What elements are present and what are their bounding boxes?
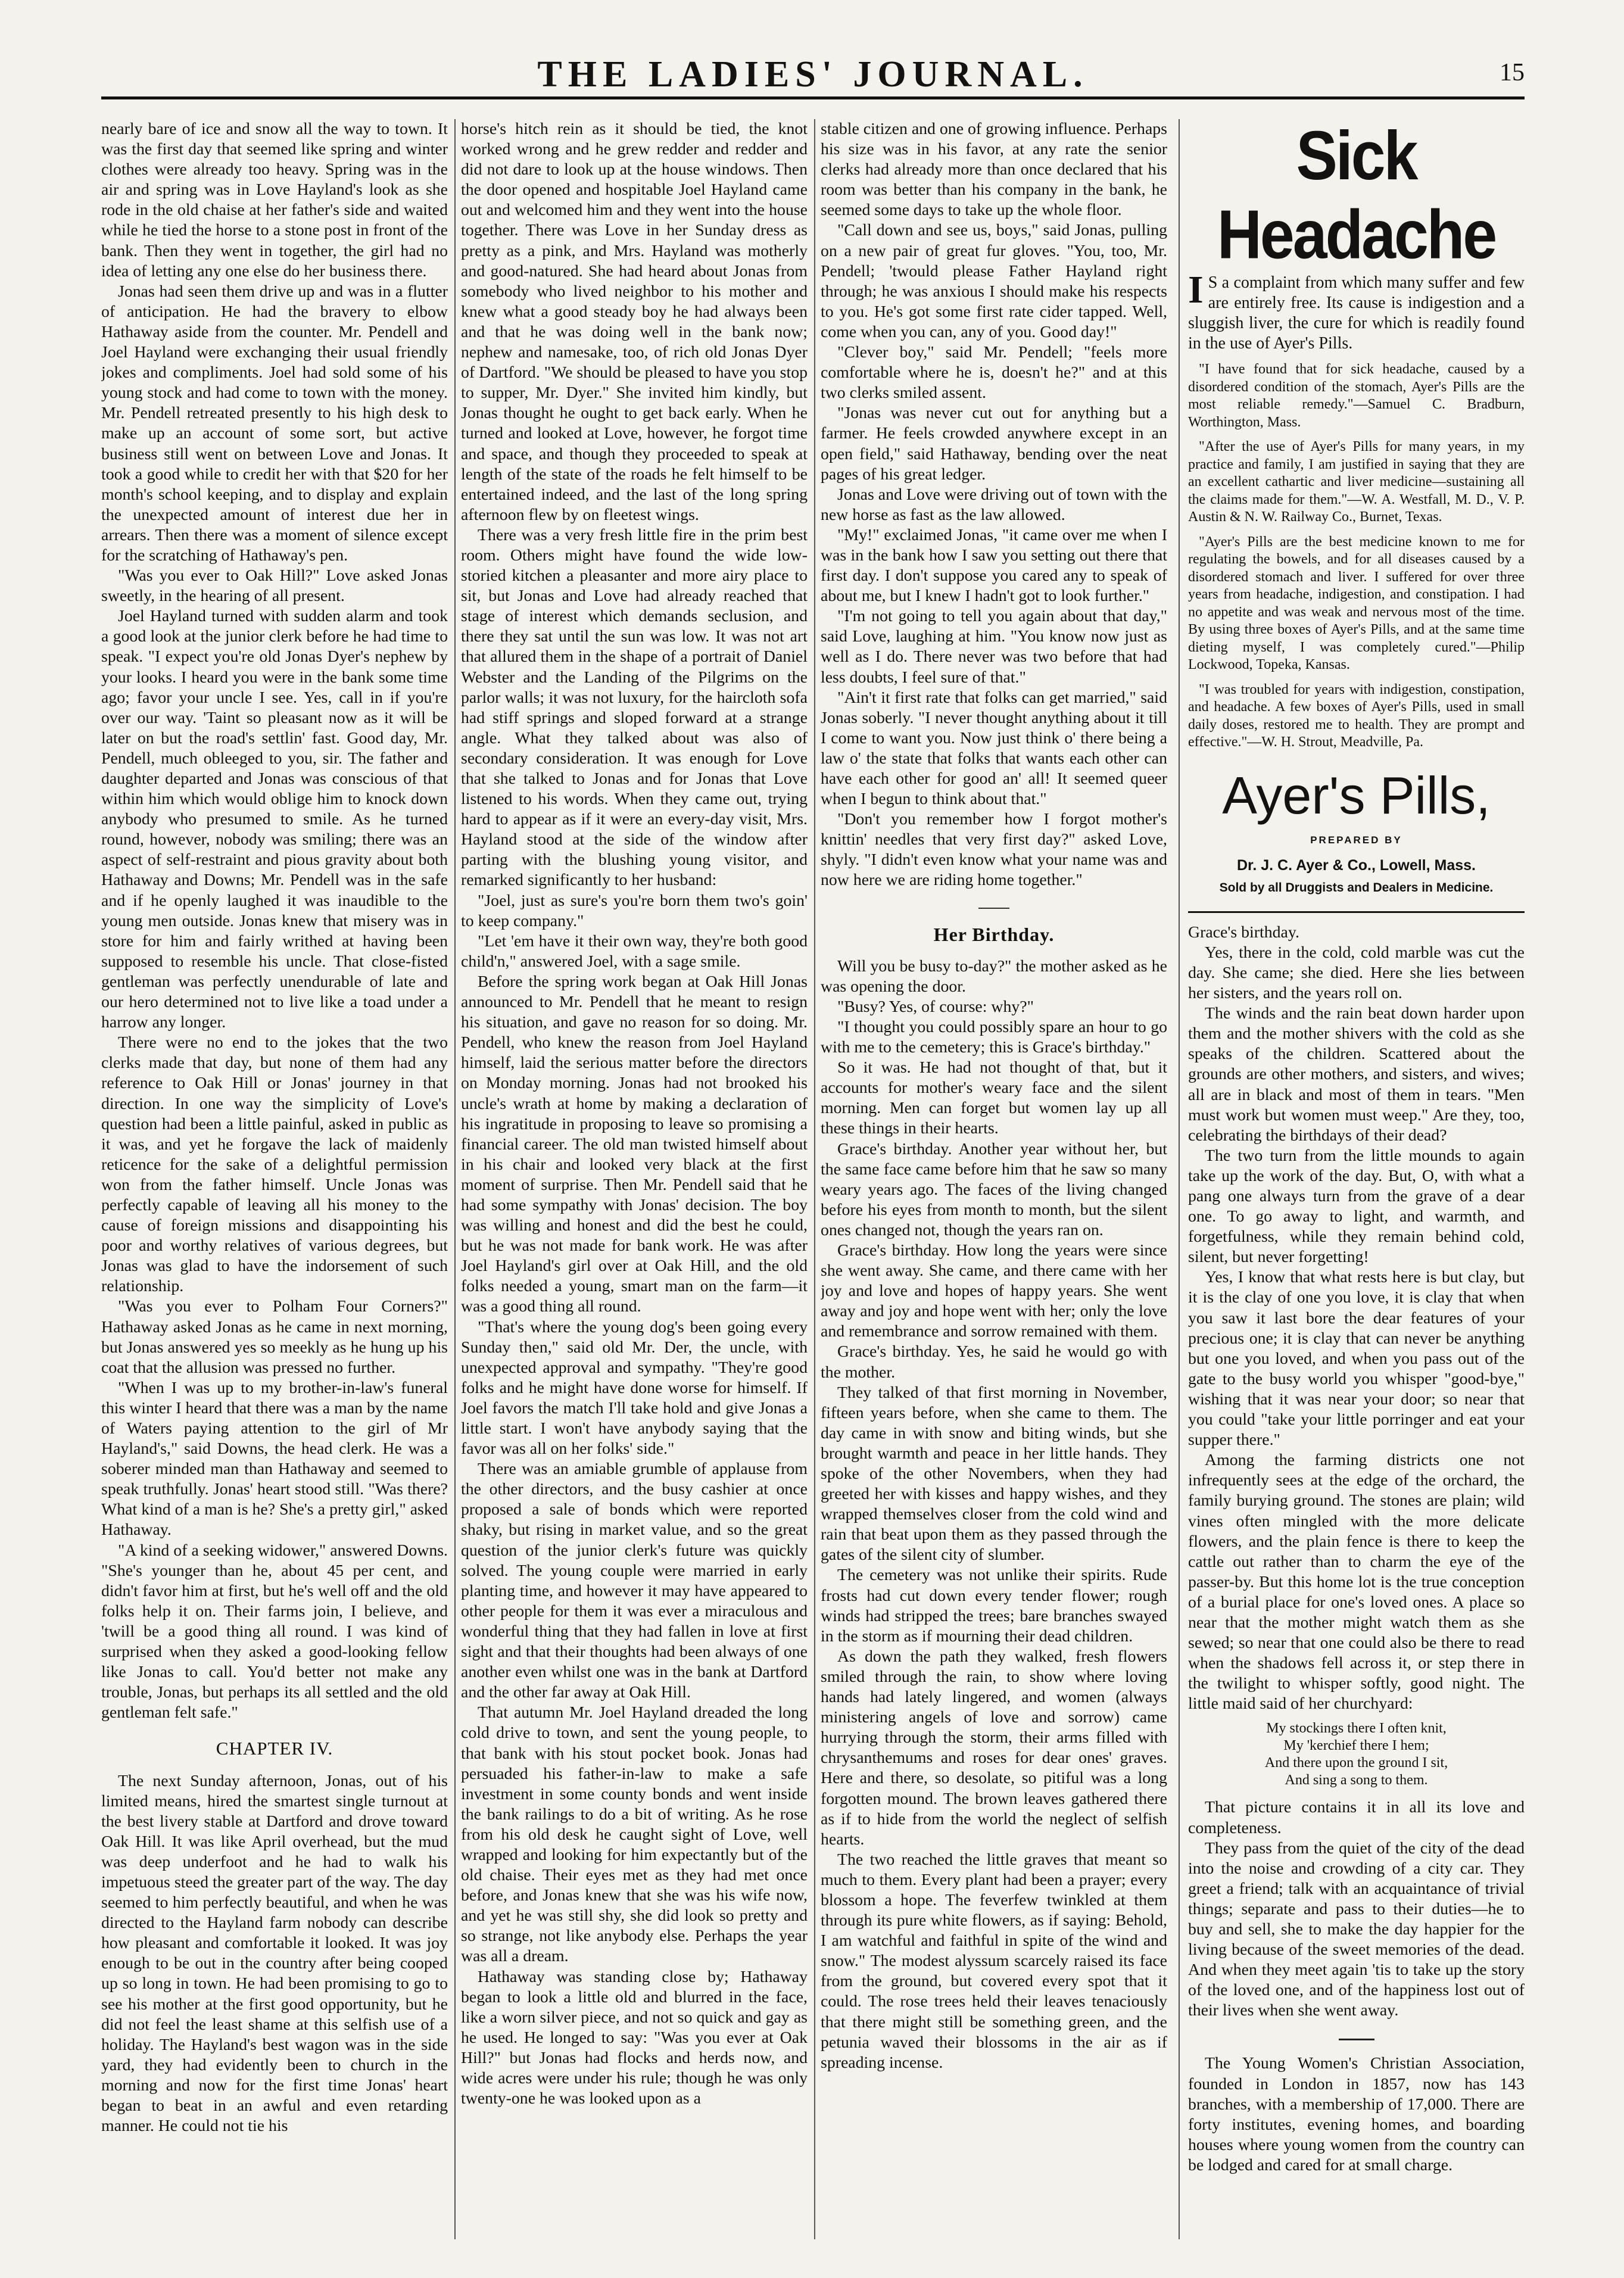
ad-testimonial: "Ayer's Pills are the best medicine known to me for regulating the bowels, and for all diseases caused by a disordered stomach and liver. I suffered for over three years from headache, indigestion, and constipation. I had no appetite and was weak and nervous most of the time. By using three boxes of Ayer's Pills, and at the same time dieting myself, I was completely cured."—Philip Lockwood, Topeka, Kansas.: [1188, 534, 1525, 672]
poem-line: And there upon the ground I sit,: [1264, 1755, 1448, 1771]
paragraph: "When I was up to my brother-in-law's funeral this winter I heard that there was a man by the name of Waters paying attention to the girl of Mr Hayland's," said Downs, the head clerk. He was a soberer minded man than Hathaway and seemed to speak truthfully. Jonas' heart stood still. "Was there? What kind of a man is he? She's a pretty girl," asked Hathaway.: [101, 1378, 448, 1540]
column-rule: [454, 119, 456, 2239]
paragraph: Yes, there in the cold, cold marble was cut the day. She came; she died. Here she lies between her sisters, and the years roll on.: [1188, 943, 1525, 1003]
ad-product-name: Ayer's Pills,: [1222, 765, 1491, 825]
paragraph: The cemetery was not unlike their spirits. Rude frosts had cut down every tender flower; rough winds had stripped the trees; bare branches swayed in the storm as if mourning their dead children.: [821, 1566, 1167, 1646]
paragraph: They talked of that first morning in November, fifteen years before, when she came to them. The day came in with snow and biting winds, but she brought warmth and peace in her little hands. They spoke of the other Novembers, when they had greeted her with kisses and happy wishes, and they wrapped themselves closer from the cold wind and rain that beat upon them as they passed through the gates of the silent city of slumber.: [821, 1383, 1167, 1565]
advertisement: [1188, 119, 1525, 913]
ad-testimonial: "I have found that for sick headache, caused by a disordered condition of the stomach, Ayer's Pills are the most reliable remedy."—Samuel C. Bradburn, Worthington, Mass.: [1188, 362, 1525, 430]
paragraph: Before the spring work began at Oak Hill Jonas announced to Mr. Pendell that he meant to resign his situation, and gave no reason for so doing. Mr. Pendell, who knew the reason from Joel Hayland himself, laid the serious matter before the directors on Monday morning. Jonas had not brooked his uncle's wrath at home by making a declaration of his ingratitude in proposing to leave so promising a financial career. The old man twisted himself about in his chair and looked very black at the first moment of surprise. Then Mr. Pendell said that he had some sympathy with Jonas' decision. The boy was willing and honest and did the best he could, but he was not made for bank work. He was after Joel Hayland's girl over at Oak Hill, and the old folks needed a young, smart man on the farm—it was a good thing all round.: [461, 972, 808, 1316]
poem: [1188, 1720, 1525, 1789]
paragraph: "Ain't it first rate that folks can get married," said Jonas soberly. "I never thought anything about it till I come to want you. Now just think o' there being a law o' the state that folks that wants each other can have each other for good an' all! It seemed queer when I begun to think about that.": [821, 688, 1167, 809]
ad-sold-by: Sold by all Druggists and Dealers in Medicine.: [1219, 880, 1494, 895]
section-divider: [978, 908, 1009, 909]
page-number: 15: [1500, 59, 1525, 86]
paragraph: The two reached the little graves that meant so much to them. Every plant had been a prayer; every blossom a hope. The feverfew twinkled at them through its pure white flowers, as if saying: Behold, I am watchful and faithful in spite of the wind and snow." The modest alyssum scarcely raised its face from the ground, but covered every spot that it could. The rose trees held their leaves tenaciously that there might still be something green, and the petunia waved their blossoms in the air as if spreading incense.: [821, 1850, 1167, 2072]
paragraph: "A kind of a seeking widower," answered Downs. "She's younger than he, about 45 per cent, and didn't favor him at first, but he's well off and the old folks help it on. Their farms join, I believe, and 'twill be a good thing all round. I was kind of surprised when they asked a good-looking fellow like Jonas to call. You'd better not make any trouble, Jonas, but perhaps its all settled and the old gentleman felt safe.": [101, 1541, 448, 1722]
story-title: Her Birthday.: [933, 923, 1055, 945]
paragraph: There were no end to the jokes that the two clerks made that day, but none of them had any reference to Oak Hill or Jonas' journey in that direction. In one way the simplicity of Love's question had been a little painful, asked in public as it was, and yet he forgave the lack of maidenly reticence for the sake of a delightful permission won from the father himself. Uncle Jonas was perfectly capable of leaving all his money to the cause of foreign missions and disappointing his poor and worthy relatives of various degrees, but Jonas was glad to have the indorsement of such relationship.: [101, 1033, 448, 1296]
ad-headline: Sick Headache: [1217, 119, 1496, 274]
column-rule: [814, 119, 815, 2239]
section-divider: [1339, 2039, 1374, 2040]
paragraph: Grace's birthday. How long the years were since she went away. She came, and there came with her joy and love and hopes of happy years. She went away and joy and hope went with her; only the love and remembrance and sorrow remained with them.: [821, 1241, 1167, 1341]
paragraph: That autumn Mr. Joel Hayland dreaded the long cold drive to town, and sent the young people, to that bank with his stout pocket book. Jonas had persuaded his father-in-law to make a safe investment in some county bonds and went inside the bank railings to do a bit of writing. As he rose from his old desk he caught sight of Love, well wrapped and looking for him expectantly but of the old chaise. Their eyes met as they had met once before, and Jonas knew that she was his wife now, and yet he was still shy, she did look so pretty and so strange, not like anybody else. Perhaps the year was all a dream.: [461, 1703, 808, 1966]
paragraph: There was a very fresh little fire in the prim best room. Others might have found the wide low-storied kitchen a pleasanter and more airy place to sit, but Jonas and Love had already reached that stage of interest which demands seclusion, and there they sat until the sun was low. It was not art that allured them in the shape of a portrait of Daniel Webster and the Landing of the Pilgrims on the parlor walls; it was not luxury, for the haircloth sofa had stiff springs and sloped forward at a strange angle. What they talked about was also of secondary consideration. It was enough for Love that she talked to Jonas and for Jonas that Love listened to his words. When they came out, trying hard to appear as if it were an every-day visit, Mrs. Hayland stood at the side of the window after parting with the blushing young visitor, and remarked significantly to her husband:: [461, 525, 808, 890]
poem-line: My stockings there I often knit,: [1266, 1721, 1447, 1737]
paragraph: stable citizen and one of growing influence. Perhaps his size was in his favor, at any rate the senior clerks had already more than once declared that his room was better than his company in the bank, he seemed some days to take up the whole floor.: [821, 120, 1167, 220]
paragraph: Among the farming districts one not infrequently sees at the edge of the orchard, the family burying ground. The stones are plain; wild vines often mingled with the more delicate flowers, and the plain fence is there to keep the cattle out rather than to charm the eye of the passer-by. But this home lot is the true conception of a burial place for one's loved ones. A place so near that the mother might watch them as she sewed; so near that one could also be there to read when the shadows fell across it, or step there in the twilight to whisper softly, good night. The little maid said of her churchyard:: [1188, 1451, 1525, 1713]
ad-lead-text: S a complaint from which many suffer and few are entirely free. Its cause is indigestion and a sluggish liver, the cure for which is readily found in the use of Ayer's Pills.: [1188, 273, 1525, 353]
paragraph: The winds and the rain beat down harder upon them and the mother shivers with the cold as she speaks of the children. Scattered about the grounds are other mothers, and sisters, and wives; all are in black and most of them in tears. "Men must work but women must weep." Are they, too, celebrating the birthdays of their dead?: [1188, 1004, 1525, 1145]
paragraph: nearly bare of ice and snow all the way to town. It was the first day that seemed like spring and winter clothes were already too heavy. Spring was in the air and spring was in Love Hayland's look as she rode in the old chaise at her father's side and waited while he tied the horse to a stone post in front of the bank. Then they went in together, the girl had no idea of letting any one else do her business there.: [101, 120, 448, 281]
paragraph: Grace's birthday. Yes, he said he would go with the mother.: [821, 1342, 1167, 1382]
ad-prepared-by: PREPARED BY: [1310, 834, 1402, 846]
ad-testimonial: "After the use of Ayer's Pills for many years, in my practice and family, I am justified in saying that they are an excellent cathartic and liver medicine—sustaining all the claims made for them."—W. A. Westfall, M. D., V. P. Austin & N. W. Railway Co., Burnet, Texas.: [1188, 439, 1525, 525]
paragraph: "Joel, just as sure's you're born them two's goin' to keep company.": [461, 891, 808, 930]
paragraph: "Busy? Yes, of course: why?": [837, 997, 1034, 1016]
paragraph: "Let 'em have it their own way, they're both good child'n," answered Joel, with a sage smile.: [461, 931, 808, 971]
paragraph: "That's where the young dog's been going every Sunday then," said old Mr. Der, the uncle, with unexpected approval and sympathy. "They're good folks and he might have done worse for himself. If Joel favors the match I'll take hold and give Jonas a little start. I won't have anybody saying that the favor was all on her folks' side.": [461, 1317, 808, 1459]
paragraph: They pass from the quiet of the city of the dead into the noise and crowding of a city car. They greet a friend; talk with an acquaintance of trivial things; separate and pass to their duties—he to buy and sell, she to make the day happier for the living because of the sweet memories of the dead. And when they meet again 'tis to take up the story of the loved one, and of the happiness lost out of their lives when she went away.: [1188, 1838, 1525, 2020]
column-4: [1188, 119, 1525, 2239]
column-2: [461, 119, 808, 2239]
paragraph: Joel Hayland turned with sudden alarm and took a good look at the junior clerk before he had time to speak. "I expect you're old Jonas Dyer's nephew by your looks. I heard you were in the bank some time ago; favor your uncle I see. Yes, call in if you're over our way. 'Taint so pleasant now as it will be later on but the road's settlin' fast. Good day, Mr. Pendell, much obleeged to you, sir. The father and daughter departed and Jonas was conscious of that within him which would oblige him to knock down anybody who presumed to smile. As he turned round, however, nobody was smiling; there was an aspect of self-restraint and pious gravity about both Hathaway and Downs; Mr. Pendell was in the safe and if he openly laughed it was inaudible to the young men outside. Jonas knew that misery was in store for him and fairly writhed at having been supposed to resemble his uncle. That close-fisted gentleman was perfectly unendurable of late and our hero determined not to live like a toad under a harrow any longer.: [101, 607, 448, 1032]
paragraph: "Jonas was never cut out for anything but a farmer. He feels crowded anywhere except in an open field," said Hathaway, bending over the neat pages of his great ledger.: [821, 404, 1167, 484]
paragraph: The Young Women's Christian Association, founded in London in 1857, now has 143 branches, with a membership of 17,000. There are forty institutes, evening homes, and boarding houses where young women from the country can be lodged and cared for at small charge.: [1188, 2054, 1525, 2174]
column-rule: [1179, 119, 1180, 2239]
paragraph: Jonas had seen them drive up and was in a flutter of anticipation. He had the bravery to elbow Hathaway aside from the counter. Mr. Pendell and Joel Hayland were exchanging their usual friendly jokes and compliments. Joel had sold some of his young stock and had come to town with the money. Mr. Pendell retreated presently to his high desk to make up an account of some sort, but active business still went on between Love and Jonas. It took a good while to credit her with that $20 for her month's school keeping, and to display and explain the unexpected amount of interest due her in arrears. Then there was a moment of silence except for the scratching of Hathaway's pen.: [101, 282, 448, 565]
drop-cap: I: [1188, 268, 1204, 311]
paragraph: "Was you ever to Oak Hill?" Love asked Jonas sweetly, in the hearing of all present.: [101, 566, 448, 606]
ad-testimonial: "I was troubled for years with indigestion, constipation, and headache. A few boxes of Ayer's Pills, used in small daily doses, restored me to health. They are prompt and effective."—W. H. Strout, Meadville, Pa.: [1188, 681, 1525, 750]
paragraph: So it was. He had not thought of that, but it accounts for mother's weary face and the silent morning. Men can forget but women lay up all these things in their hearts.: [821, 1058, 1167, 1138]
paragraph: "Don't you remember how I forgot mother's knittin' needles that very first day?" asked Love, shyly. "I didn't even know what your name was and now here we are riding home together.": [821, 810, 1167, 890]
paragraph: "Call down and see us, boys," said Jonas, pulling on a new pair of great fur gloves. "You, too, Mr. Pendell; 'twould please Father Hayland right through; he was anxious I should make his respects to you. He's got some first rate cider tapped. Well, come when you can, any of you. Good day!": [821, 221, 1167, 341]
masthead: [101, 52, 1525, 99]
chapter-heading: CHAPTER IV.: [216, 1738, 333, 1759]
paragraph: There was an amiable grumble of applause from the other directors, and the busy cashier at once proposed a sale of bonds which were reported shaky, but rising in market value, and so the great question of the junior clerk's future was quickly solved. The young couple were married in early planting time, and however it may have appeared to other people for them it was ever a miraculous and wonderful thing that they had fallen in love at first sight and that their thoughts had been always of one another even whilst one was in the bank at Dartford and the other far away at Oak Hill.: [461, 1460, 808, 1702]
ad-manufacturer: Dr. J. C. Ayer & Co., Lowell, Mass.: [1236, 856, 1476, 874]
masthead-title: THE LADIES' JOURNAL.: [537, 54, 1089, 95]
paragraph: Grace's birthday.: [1188, 923, 1299, 942]
poem-line: My 'kerchief there I hem;: [1283, 1738, 1429, 1754]
column-1: [101, 119, 448, 2239]
paragraph: As down the path they walked, fresh flowers smiled through the rain, to show where loving hands had lately lingered, and women (always ministering angels of love and sorrow) came hurrying through the storm, their arms filled with chrysanthemums and roses for dear ones' graves. Here and there, so desolate, so pitiful was a long forgotten mound. The brown leaves gathered there as if to hide from the world the neglect of selfish hearts.: [821, 1647, 1167, 1849]
paragraph: "My!" exclaimed Jonas, "it came over me when I was in the bank how I saw you setting out there that first day. I don't suppose you cared any to speak of about me, but I knew I hadn't got to look further.": [821, 525, 1167, 606]
paragraph: "Clever boy," said Mr. Pendell; "feels more comfortable where he is, doesn't he?" and at this two clerks smiled assent.: [821, 343, 1167, 403]
paragraph: "I thought you could possibly spare an hour to go with me to the cemetery; this is Grace's birthday.": [821, 1017, 1167, 1057]
paragraph: Will you be busy to-day?" the mother asked as he was opening the door.: [821, 956, 1167, 996]
paragraph: Yes, I know that what rests here is but clay, but it is the clay of one you love, it is clay that when you saw it last bore the dear features of your precious one; it is clay that can never be anything but one you loved, and when you pass out of the gate to the busy world you whisper "good-bye," wishing that it was near your door; so near that you could "take your little porringer and eat your supper there.": [1188, 1268, 1525, 1450]
paragraph: horse's hitch rein as it should be tied, the knot worked wrong and he grew redder and redder and did not dare to look up at the house windows. Then the door opened and hospitable Joel Hayland came out and welcomed him and they went into the house together. There was Love in her Sunday dress as pretty as a pink, and Mrs. Hayland was motherly and good-natured. She had heard about Jonas from somebody who lived neighbor to his mother and knew what a good steady boy he had always been and that he was doing well in the bank now; nephew and namesake, too, of rich old Jonas Dyer of Dartford. "We should be pleased to have you stop to supper, Mr. Dyer." She invited him kindly, but Jonas thought he ought to get back early. When he turned and looked at Love, however, he forgot time and space, and though they proceeded to speak at length of the state of the roads he felt himself to be entertained indeed, and the last of the long spring afternoon flew by on fleetest wings.: [461, 120, 808, 524]
poem-line: And sing a song to them.: [1285, 1772, 1428, 1788]
paragraph: That picture contains it in all its love and completeness.: [1188, 1798, 1525, 1837]
paragraph: Jonas and Love were driving out of town with the new horse as fast as the law allowed.: [821, 485, 1167, 524]
ad-lead: [1188, 268, 1525, 354]
column-3: [821, 119, 1167, 2239]
paragraph: The next Sunday afternoon, Jonas, out of his limited means, hired the smartest single turnout at the best livery stable at Dartford and drove toward Oak Hill. It was like April overhead, but the mud was deep underfoot and he had to walk his impetuous steed the greater part of the way. The day seemed to him perfectly beautiful, and when he was directed to the Hayland farm nobody can describe how pleasant and comfortable it looked. It was joy enough to be out in the country after being cooped up so long in town. He had been promising to go to see his mother at the first good opportunity, but he did not feel the least shame at this selfish use of a holiday. The Hayland's best wagon was in the side yard, they had evidently been to church in the morning and now for the first time Jonas' heart began to beat in an awful and even retarding manner. He could not tie his: [101, 1771, 448, 2136]
paragraph: Hathaway was standing close by; Hathaway began to look a little old and blurred in the face, like a worn silver piece, and not so quick and gay as he used. He longed to say: "Was you ever at Oak Hill?" but Jonas had flocks and herds now, and wide acres were under his rule; though he was only twenty-one he was looked upon as a: [461, 1967, 808, 2108]
paragraph: "Was you ever to Polham Four Corners?" Hathaway asked Jonas as he came in next morning, but Jonas answered yes so meekly as he hung up his coat that the allusion was pressed no further.: [101, 1297, 448, 1377]
paragraph: The two turn from the little mounds to again take up the work of the day. But, O, with what a pang one always turn from the grave of a dear one. To go away to light, and warmth, and forgetfulness, while they remain behind cold, silent, but never forgetting!: [1188, 1146, 1525, 1267]
paragraph: "I'm not going to tell you again about that day," said Love, laughing at him. "You know now just as well as I do. There never was two before that had less doubts, I feel sure of that.": [821, 607, 1167, 687]
paragraph: Grace's birthday. Another year without her, but the same face came before him that he saw so many weary years ago. The faces of the living changed before his eyes from month to month, but the silent ones changed not, though the years ran on.: [821, 1139, 1167, 1239]
